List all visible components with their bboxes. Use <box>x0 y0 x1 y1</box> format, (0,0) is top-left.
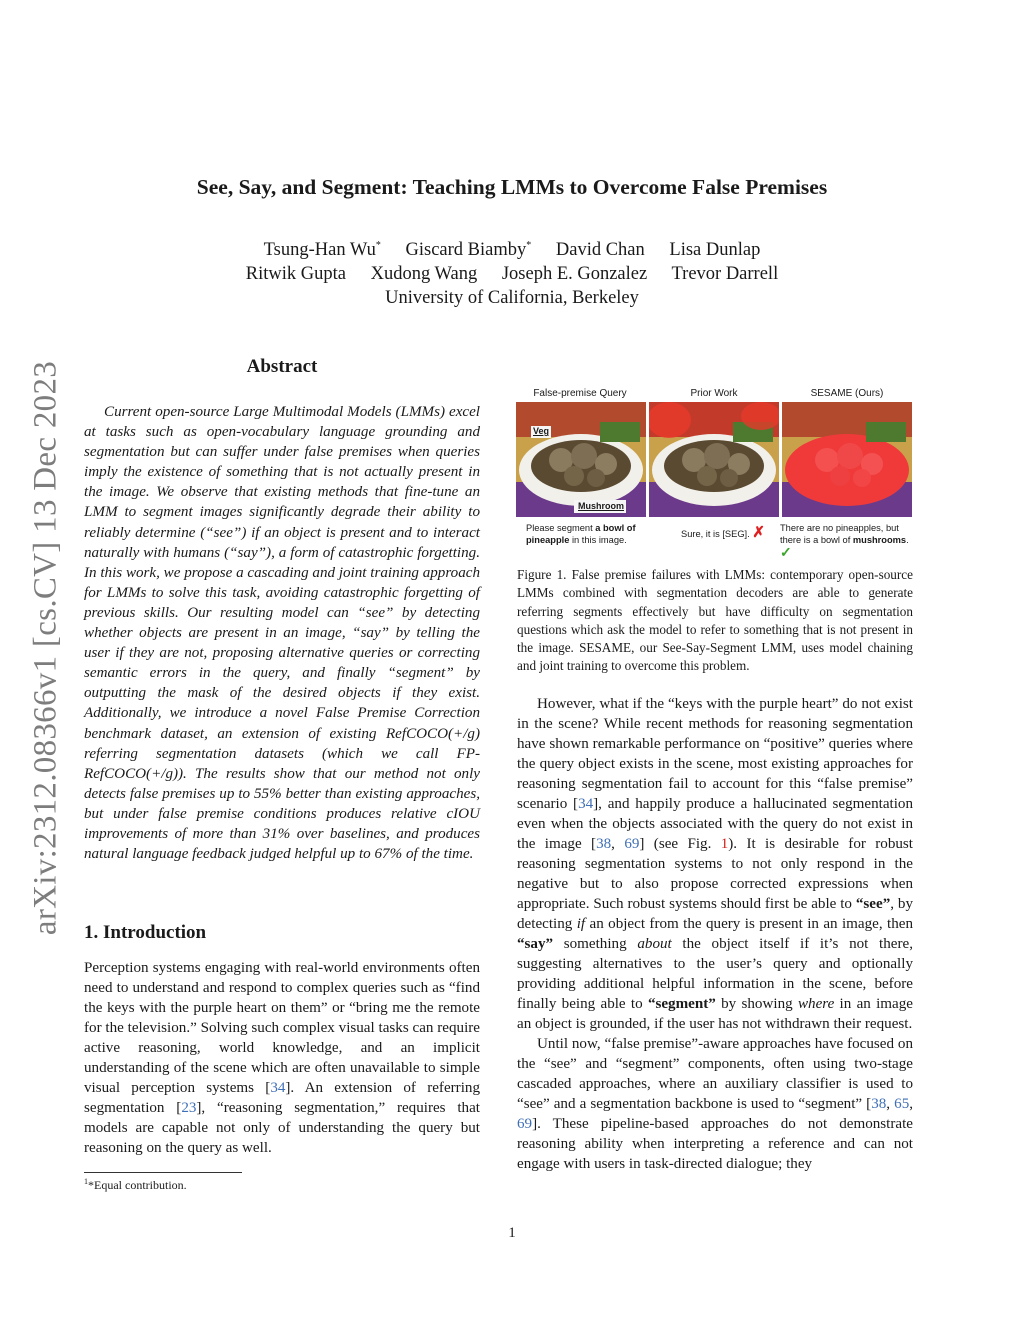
arxiv-stamp <box>26 352 66 944</box>
author-row-2 <box>0 264 1024 285</box>
text-run: where <box>797 996 835 1012</box>
text-run: Perception systems engaging with real-world environments often need to understand and respond to complex queries such as “find the keys with the purple heart on them” or “bring me the remote for the television.” Solving such complex visual tasks can require active reasoning, world knowledge, and an implicit understanding of the scene which are often unavailable to simple visual perception systems [ <box>84 960 480 1096</box>
text-run: about <box>637 936 672 952</box>
text-run: if <box>576 916 586 932</box>
prior-work-mask-image <box>649 402 779 517</box>
citation-link[interactable]: 34 <box>578 796 594 812</box>
text-run: mushrooms <box>852 535 907 545</box>
text-run: “segment” <box>647 996 716 1012</box>
footnote <box>84 1177 187 1193</box>
affiliation: University of California, Berkeley <box>385 288 639 308</box>
text-run: . <box>906 535 909 545</box>
author-name: Giscard Biamby <box>405 240 527 261</box>
citation-link[interactable]: 65 <box>894 1096 910 1112</box>
text-run: “say” <box>517 936 554 952</box>
abstract-heading: Abstract <box>246 356 318 377</box>
text-run: by showing <box>715 996 798 1012</box>
text-run: Until now, “false premise”-aware approaches have focused on the “see” and “segment” components, often using two-stage cascaded approaches, where an auxiliary classifier is used to “see” and a segmentation backbone is used to “segment” [ <box>517 1036 913 1112</box>
citation-link[interactable]: 69 <box>624 836 640 852</box>
text-run: ). It is desirable for robust reasoning segmentation systems to not only respond in the negative but to also propose corrected expressions when appropriate. Such robust systems should first be able to <box>517 836 913 912</box>
paper-title: See, Say, and Segment: Teaching LMMs to Overcome False Premises <box>196 175 828 199</box>
text-run: an object from the query is present in an image, then <box>585 916 914 932</box>
arxiv-stamp-text: arXiv:2312.08366v1 [cs.CV] 13 Dec 2023 <box>27 360 64 936</box>
equal-contribution-mark: * <box>375 240 381 251</box>
query-caption <box>526 522 644 546</box>
text-run: , <box>886 1096 895 1112</box>
mushroom-tag: Mushroom <box>578 501 624 511</box>
figure-caption: Figure 1. False premise failures with LMMs: contemporary open-source LMMs combined with segmentation decoders are able to generate referring segments effectively but have difficulty on segmentation questions which ask the model to refer to something that is not present in the image. SESAME, our See-Say-Segment LMM, uses model chaining and joint training to overcome this problem. <box>517 567 913 674</box>
text-run: the object itself if it’s not there, suggesting alternatives to the user’s query and optionally providing additional helpful information in the scene, before finally being able to <box>517 936 913 1012</box>
paragraph <box>517 694 913 1034</box>
veg-tag: Veg <box>533 426 550 436</box>
text-run: Sure, it is [SEG]. <box>681 529 750 539</box>
citation-link[interactable]: 38 <box>871 1096 887 1112</box>
figure-ref-link[interactable]: 1 <box>720 836 729 852</box>
author-name: Xudong Wang <box>370 264 478 284</box>
author-name: Lisa Dunlap <box>669 240 761 261</box>
sesame-caption <box>780 522 914 560</box>
text-run: ]. An extension of referring segmentation [ <box>84 1080 480 1116</box>
check-icon: ✓ <box>780 544 792 560</box>
text-run: something <box>553 936 638 952</box>
text-run: , <box>909 1096 914 1112</box>
citation-link[interactable]: 23 <box>181 1100 197 1116</box>
prior-work-caption <box>681 524 765 541</box>
intro-heading: 1. Introduction <box>84 922 207 943</box>
right-column-text <box>517 694 913 1174</box>
author-name: Trevor Darrell <box>671 264 779 284</box>
author-name: Ritwik Gupta <box>245 264 346 284</box>
author-name: Joseph E. Gonzalez <box>501 264 648 284</box>
citation-link[interactable]: 69 <box>517 1116 533 1132</box>
panel-label: Prior Work <box>690 388 738 399</box>
abstract-text: Current open-source Large Multimodal Models (LMMs) excel at tasks such as open-vocabulary language grounding and segmentation but can suffer under false premises when queries imply the existence of something that is not actually present in the image. We observe that existing methods that fine-tune an LMM to segment images significantly degrade their ability to reliably determine (“see”) if an object is present and to interact naturally with humans (“say”), a form of catastrophic forgetting. In this work, we propose a cascading and joint training approach for LMMs to solve this task, avoiding catastrophic forgetting of previous skills. Our resulting model can “see” by detecting whether objects are present in an image, “say” by telling the user if they are not, proposing alternative queries or correcting semantic errors in the query, and finally “segment” by outputting the mask of the desired objects if they exist. Additionally, we introduce a novel False Premise Correction benchmark dataset, an extension of existing RefCOCO(+/g) referring segmentation datasets (which we call FP-RefCOCO(+/g)). The results show that our method not only detects false premises up to 55% better than existing approaches, but under false premise conditions produces relative cIOU improvements of more than 31% over baselines, and produces natural language feedback judged helpful up to 67% of the time. <box>84 404 480 863</box>
author-name: David Chan <box>555 240 645 261</box>
text-run: in this image. <box>569 535 627 545</box>
footnote-text: *Equal contribution. <box>88 1178 187 1192</box>
equal-contribution-mark: * <box>526 240 532 251</box>
query-image-panel <box>516 402 646 517</box>
text-run: , by detecting <box>517 896 913 932</box>
text-run: ]. These pipeline-based approaches do not demonstrate reasoning ability when interpreting a reference and can not engage with users in task-directed dialogue; they <box>517 1116 913 1172</box>
sesame-image-panel <box>782 402 912 517</box>
text-run: a bowl of pineapple <box>526 523 636 545</box>
bowl-of-mushrooms-image <box>516 402 646 517</box>
prior-work-image-panel <box>649 402 779 517</box>
intro-paragraph <box>84 958 480 1158</box>
author-name: Tsung-Han Wu <box>263 240 376 261</box>
figure-1 <box>514 384 914 560</box>
author-row-1 <box>0 240 1024 261</box>
paragraph <box>517 1034 913 1174</box>
panel-label: SESAME (Ours) <box>810 388 884 399</box>
text-run: ], “reasoning segmentation,” requires that models are capable not only of understanding the query but reasoning on the query as well. <box>84 1100 480 1156</box>
footnote-rule <box>84 1172 242 1173</box>
page-number: 1 <box>508 1225 516 1241</box>
sesame-mask-image <box>782 402 912 517</box>
text-run: ] (see Fig. <box>639 836 721 852</box>
text-run: However, what if the “keys with the purple heart” do not exist in the scene? While recent methods for reasoning segmentation have shown remarkable performance on “positive” queries where the query object exists in the scene, most existing approaches for reasoning segmentation fail to account for this “false premise” scenario [ <box>517 696 913 812</box>
footnote-mark: 1 <box>84 1177 88 1186</box>
panel-label: False-premise Query <box>533 388 627 399</box>
text-run: “see” <box>855 896 891 912</box>
text-run: in an image an object is grounded, if the user has not withdrawn their request. <box>517 996 913 1032</box>
text-run: Please segment <box>526 523 596 533</box>
citation-link[interactable]: 38 <box>596 836 612 852</box>
text-run: , <box>611 836 625 852</box>
citation-link[interactable]: 34 <box>270 1080 286 1096</box>
text-run: ], and happily produce a hallucinated segmentation even when the objects associated with the query do not exist in the image [ <box>517 796 914 852</box>
text-run: There are no pineapples, but there is a bowl of <box>780 523 899 545</box>
cross-icon: ✗ <box>752 524 765 541</box>
